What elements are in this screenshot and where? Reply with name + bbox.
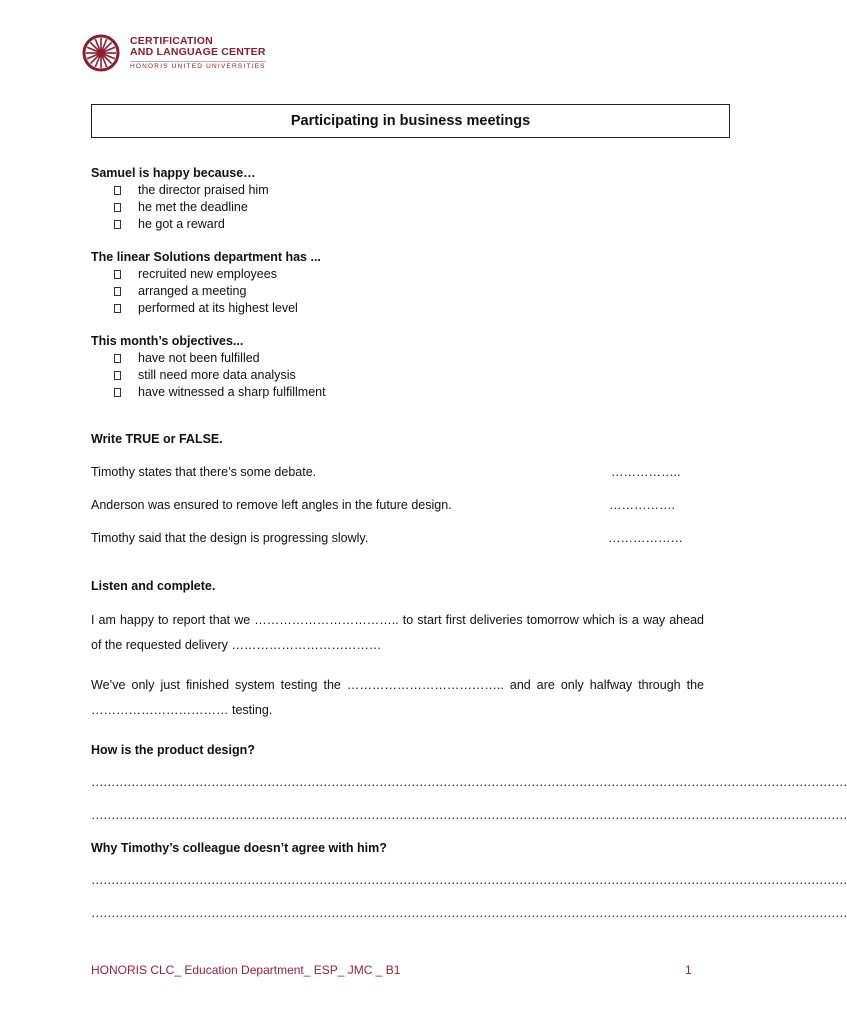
answer-line[interactable]: ……………………………………………………………………………………………………………………………………………………………………… — [91, 906, 847, 920]
checkbox-icon[interactable] — [114, 220, 121, 229]
answer-blank[interactable]: …………….. — [611, 465, 681, 479]
true-false-heading: Write TRUE or FALSE. — [91, 432, 223, 446]
checkbox-icon[interactable] — [114, 371, 121, 380]
mcq-option[interactable] — [91, 384, 711, 401]
true-false-item-3 — [91, 531, 683, 545]
true-false-item-1 — [91, 465, 681, 479]
mcq-option[interactable] — [91, 216, 711, 233]
listen-paragraph-1: I am happy to report that we …………………………….. to start first deliveries tomorrow which is a way ahead of the requested delivery ……………………………… — [91, 613, 704, 652]
answer-blank[interactable]: ……………… — [608, 531, 683, 545]
mcq-option[interactable] — [91, 266, 711, 283]
logo-line-2: AND LANGUAGE CENTER — [130, 45, 266, 58]
mcq-question-2 — [91, 249, 711, 317]
mcq-option-label: have witnessed a sharp fulfillment — [138, 385, 326, 399]
true-false-statement: Timothy states that there’s some debate. — [91, 465, 317, 479]
mcq-option[interactable] — [91, 367, 711, 384]
mcq-option-label: performed at its highest level — [138, 301, 298, 315]
logo — [82, 34, 266, 72]
mcq-option-label: arranged a meeting — [138, 284, 247, 298]
mcq-option-label: recruited new employees — [138, 267, 277, 281]
page-number: 1 — [685, 963, 692, 977]
checkbox-icon[interactable] — [114, 203, 121, 212]
mcq-option-label: the director praised him — [138, 183, 269, 197]
logo-line-3: HONORIS UNITED UNIVERSITIES — [130, 62, 266, 70]
answer-line[interactable]: ……………………………………………………………………………………………………………………………………………………………………… — [91, 775, 847, 789]
open-question-1: How is the product design? — [91, 743, 255, 757]
mcq-option-label: still need more data analysis — [138, 368, 296, 382]
answer-line[interactable]: ……………………………………………………………………………………………………………………………………………………………………… — [91, 808, 847, 822]
mcq-question-text: Samuel is happy because… — [91, 166, 256, 180]
true-false-statement: Timothy said that the design is progressing slowly. — [91, 531, 369, 545]
true-false-statement: Anderson was ensured to remove left angles in the future design. — [91, 498, 452, 512]
answer-line[interactable]: ……………………………………………………………………………………………………………………………………………………………………… — [91, 873, 847, 887]
mcq-option[interactable] — [91, 350, 711, 367]
listen-heading: Listen and complete. — [91, 579, 216, 593]
listen-paragraph-2: We’ve only just finished system testing the ……………………………….. and are only halfway through the …………………………… testing. — [91, 678, 704, 717]
checkbox-icon[interactable] — [114, 270, 121, 279]
mcq-option-label: he met the deadline — [138, 200, 248, 214]
clc-emblem-icon — [82, 34, 120, 72]
open-question-2: Why Timothy’s colleague doesn’t agree with him? — [91, 841, 387, 855]
mcq-question-text: The linear Solutions department has ... — [91, 250, 321, 264]
checkbox-icon[interactable] — [114, 354, 121, 363]
checkbox-icon[interactable] — [114, 287, 121, 296]
mcq-question-text: This month’s objectives... — [91, 334, 244, 348]
mcq-question-1 — [91, 165, 711, 233]
mcq-option[interactable] — [91, 300, 711, 317]
checkbox-icon[interactable] — [114, 186, 121, 195]
true-false-item-2 — [91, 498, 675, 512]
mcq-option-label: he got a reward — [138, 217, 225, 231]
worksheet-title: Participating in business meetings — [91, 104, 730, 138]
mcq-option-label: have not been fulfilled — [138, 351, 260, 365]
mcq-option[interactable] — [91, 182, 711, 199]
logo-line-1: CERTIFICATION — [130, 34, 213, 47]
answer-blank[interactable]: ……………. — [609, 498, 675, 512]
mcq-option[interactable] — [91, 199, 711, 216]
mcq-option[interactable] — [91, 283, 711, 300]
footer-text: HONORIS CLC_ Education Department_ ESP_ JMC _ B1 — [91, 963, 401, 977]
checkbox-icon[interactable] — [114, 388, 121, 397]
checkbox-icon[interactable] — [114, 304, 121, 313]
mcq-question-3 — [91, 333, 711, 401]
